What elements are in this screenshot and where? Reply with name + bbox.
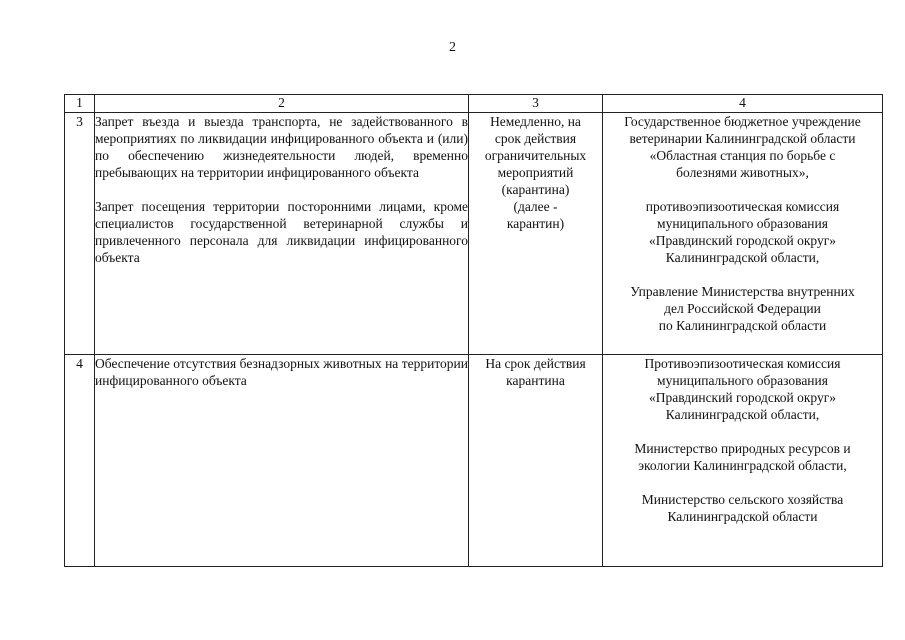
measures-table bbox=[64, 94, 883, 567]
responsible-line: «Правдинский городской округ» bbox=[648, 233, 837, 248]
responsible-line: Государственное бюджетное учреждение bbox=[624, 114, 861, 129]
term-line: На срок действия bbox=[485, 356, 586, 371]
responsible-line: муниципального образования bbox=[657, 373, 828, 388]
responsible-line: противоэпизоотическая комиссия bbox=[645, 199, 840, 214]
term-line: (далее - bbox=[513, 199, 558, 214]
responsible-line: ветеринарии Калининградской области bbox=[629, 131, 856, 146]
row-number: 3 bbox=[65, 113, 95, 355]
responsible-line: Калининградской области bbox=[667, 509, 818, 524]
responsible-cell bbox=[603, 113, 883, 355]
measure-text: Обеспечение отсутствия безнадзорных животных на территории инфицированного объекта bbox=[95, 356, 468, 388]
responsible-line: Министерство сельского хозяйства bbox=[641, 492, 844, 507]
responsible-line: экологии Калининградской области, bbox=[638, 458, 847, 473]
responsible-line: по Калининградской области bbox=[658, 318, 827, 333]
responsible-line: Калининградской области, bbox=[665, 407, 820, 422]
header-cell-2: 2 bbox=[95, 95, 469, 113]
term-line: карантина bbox=[506, 373, 565, 388]
measure-text: Запрет посещения территории посторонними лицами, кроме специалистов государственной ветеринарной службы и привлеченного персонала для ликвидации инфицированного объекта bbox=[95, 199, 468, 265]
term-line: (карантина) bbox=[501, 182, 570, 197]
header-cell-3: 3 bbox=[469, 95, 603, 113]
table-row bbox=[65, 355, 883, 567]
term-line: Немедленно, на bbox=[490, 114, 581, 129]
responsible-line: «Правдинский городской округ» bbox=[648, 390, 837, 405]
responsible-line: Министерство природных ресурсов и bbox=[634, 441, 851, 456]
measure-cell bbox=[95, 355, 469, 567]
header-cell-4: 4 bbox=[603, 95, 883, 113]
table-header-row bbox=[65, 95, 883, 113]
term-cell bbox=[469, 355, 603, 567]
term-cell bbox=[469, 113, 603, 355]
term-line: карантин) bbox=[506, 216, 565, 231]
responsible-line: «Областная станция по борьбе с bbox=[649, 148, 836, 163]
term-line: мероприятий bbox=[497, 165, 574, 180]
page-number: 2 bbox=[449, 40, 456, 55]
row-number: 4 bbox=[65, 355, 95, 567]
responsible-line: муниципального образования bbox=[657, 216, 828, 231]
header-cell-1: 1 bbox=[65, 95, 95, 113]
measure-text: Запрет въезда и выезда транспорта, не задействованного в мероприятиях по ликвидации инфицированного объекта и (или) по обеспечению жизнедеятельности людей, временно пребывающих на территории инфицированного объекта bbox=[95, 114, 468, 180]
responsible-line: болезнями животных», bbox=[676, 165, 809, 180]
responsible-line: Противоэпизоотическая комиссия bbox=[644, 356, 841, 371]
term-line: срок действия bbox=[494, 131, 577, 146]
responsible-line: Управление Министерства внутренних bbox=[630, 284, 855, 299]
responsible-line: Калининградской области, bbox=[665, 250, 820, 265]
term-line: ограничительных bbox=[484, 148, 587, 163]
table-row bbox=[65, 113, 883, 355]
responsible-line: дел Российской Федерации bbox=[664, 301, 821, 316]
responsible-cell bbox=[603, 355, 883, 567]
measure-cell bbox=[95, 113, 469, 355]
